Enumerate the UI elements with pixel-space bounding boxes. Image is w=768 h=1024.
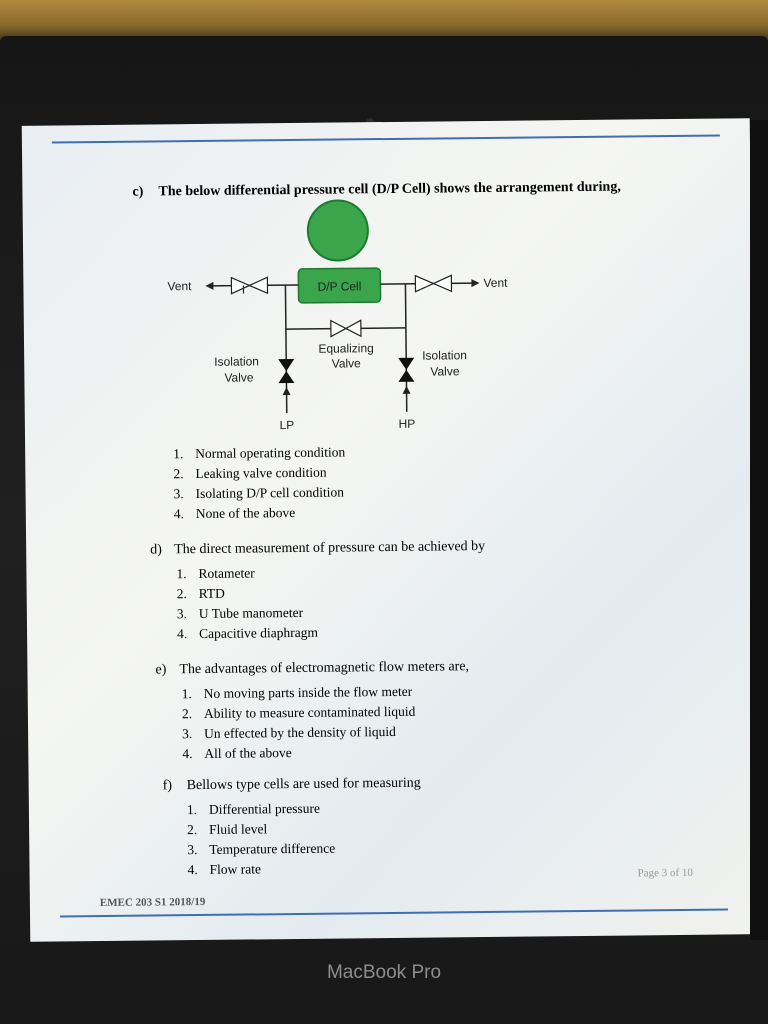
option-number: 2. (173, 466, 184, 482)
question-c-options (173, 442, 346, 524)
question-f-title (163, 776, 421, 795)
vent-left-label: Vent (167, 279, 192, 294)
list-item (173, 442, 345, 464)
question-e-letter: e) (155, 662, 167, 678)
document-page (22, 118, 759, 942)
option-text: Temperature difference (209, 840, 336, 857)
lp-label: LP (279, 417, 295, 433)
vent-right-valve-icon (415, 275, 451, 291)
question-f-letter: f) (162, 778, 173, 794)
page-number: Page 3 of 10 (637, 866, 693, 880)
option-number: 2. (181, 706, 193, 722)
option-text: U Tube manometer (198, 604, 304, 622)
list-item (187, 799, 335, 821)
isolation-left-valve-icon (278, 359, 294, 383)
option-number: 1. (173, 446, 184, 462)
question-f-text: Bellows type cells are used for measuring (186, 775, 421, 794)
list-item (182, 682, 416, 704)
list-item (187, 839, 335, 861)
macbook-brand-label: MacBook Pro (326, 962, 442, 983)
vent-right-arrow-icon (471, 279, 479, 287)
option-text: Isolating D/P cell condition (195, 484, 345, 502)
option-number: 1. (181, 686, 192, 702)
question-f-options (187, 799, 336, 881)
question-d-title (150, 539, 485, 559)
isolation-right-label-line1: Isolation (422, 348, 467, 363)
question-c-letter: c) (132, 184, 144, 200)
list-item (182, 702, 416, 724)
page-bottom-rule (60, 908, 728, 917)
option-number: 4. (187, 862, 198, 878)
option-number: 4. (173, 506, 185, 522)
option-number: 4. (176, 626, 188, 642)
page-top-rule (52, 135, 720, 144)
vent-left-arrow-icon (205, 282, 213, 290)
option-text: All of the above (204, 745, 292, 761)
option-number: 3. (182, 726, 193, 742)
list-item (173, 462, 345, 484)
isolation-left-label-line1: Isolation (214, 354, 260, 369)
vent-right-label: Vent (483, 275, 508, 291)
option-number: 1. (176, 566, 187, 582)
hp-arrow-icon (402, 386, 410, 394)
question-c-text: The below differential pressure cell (D/P Cell) shows the arrangement during, (158, 179, 621, 200)
option-number: 3. (176, 606, 188, 622)
option-number: 1. (186, 802, 198, 818)
course-code: EMEC 203 S1 2018/19 (99, 895, 206, 910)
list-item (182, 722, 416, 744)
option-number: 2. (176, 586, 187, 602)
option-text: Differential pressure (208, 800, 321, 817)
list-item (177, 583, 318, 604)
question-d-options (176, 563, 318, 644)
list-item (177, 603, 318, 624)
list-item (176, 563, 317, 584)
isolation-left-label-line2: Valve (224, 370, 254, 385)
option-text: None of the above (195, 504, 296, 522)
vent-left-valve-icon (231, 277, 267, 293)
list-item (182, 742, 416, 764)
option-number: 3. (187, 842, 198, 858)
hp-label: HP (398, 416, 416, 431)
option-number: 3. (173, 486, 184, 502)
lp-arrow-icon (282, 387, 290, 395)
list-item (187, 819, 335, 841)
list-item (174, 502, 346, 524)
list-item (174, 482, 346, 504)
dp-cell-diagram (152, 190, 534, 434)
dp-cell-label: D/P Cell (317, 279, 362, 294)
option-text: Leaking valve condition (195, 464, 327, 482)
isolation-right-label-line2: Valve (430, 364, 460, 379)
option-text: Un effected by the density of liquid (204, 723, 396, 741)
equalizing-valve-icon (331, 320, 361, 336)
option-text: Normal operating condition (195, 444, 346, 462)
dp-cell-dome (308, 200, 369, 261)
option-text: Capacitive diaphragm (198, 624, 318, 642)
list-item (177, 623, 318, 644)
option-text: No moving parts inside the flow meter (203, 683, 413, 701)
option-text: RTD (198, 585, 225, 602)
equalizing-label-line2: Valve (331, 356, 361, 371)
option-text: Fluid level (209, 821, 268, 837)
equalizing-label-line1: Equalizing (318, 341, 374, 356)
option-text: Flow rate (209, 861, 261, 877)
question-e-text: The advantages of electromagnetic flow meters are, (179, 659, 470, 678)
list-item (187, 859, 335, 881)
question-d-letter: d) (150, 542, 162, 558)
option-number: 4. (182, 746, 193, 762)
screen-edge (750, 120, 768, 940)
option-text: Rotameter (198, 565, 255, 582)
option-text: Ability to measure contaminated liquid (203, 703, 416, 721)
question-e-options (182, 682, 416, 764)
question-d-text: The direct measurement of pressure can be achieved by (174, 539, 486, 558)
option-number: 2. (187, 822, 198, 838)
question-e-title (155, 659, 469, 678)
